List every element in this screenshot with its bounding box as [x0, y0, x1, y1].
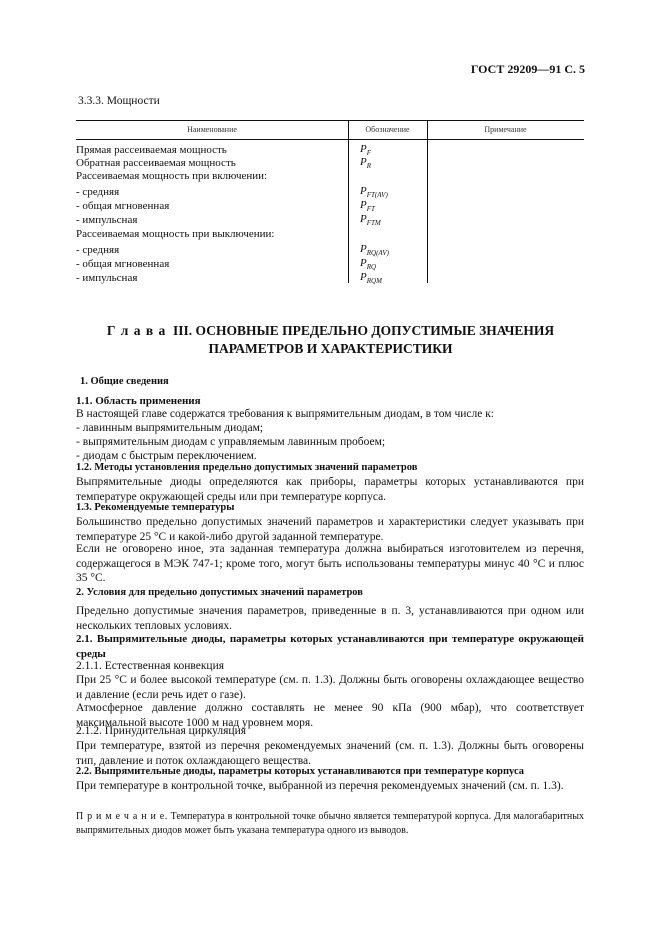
- heading-1-3: 1.3. Рекомендуемые температуры: [76, 502, 235, 513]
- heading-2-2: 2.2. Выпрямительные диоды, параметры которых устанавливаются при температуре корпуса: [76, 766, 524, 777]
- table-header-name: Наименование: [187, 125, 237, 134]
- symbol-subscript: FT(AV): [366, 191, 388, 200]
- chapter-title-line1: III. ОСНОВНЫЕ ПРЕДЕЛЬНО ДОПУСТИМЫЕ ЗНАЧЕНИЯ: [173, 323, 555, 338]
- para-1-2: Выпрямительные диоды определяются как приборы, параметры которых устанавливаются при температуре окружающей среды или при температуре корпуса.: [76, 476, 584, 503]
- symbol-subscript: FTM: [366, 219, 381, 228]
- page-header: ГОСТ 29209—91 С. 5: [470, 62, 585, 76]
- section-heading-333: 3.3.3. Мощности: [78, 95, 160, 107]
- table-row-name: - общая мгновенная: [76, 200, 170, 212]
- symbol-subscript: RQ: [366, 263, 377, 272]
- heading-1: 1. Общие сведения: [80, 376, 169, 387]
- para-2-2: При температуре в контрольной точке, выбранной из перечня рекомендуемых значений (см. п. 1.3).: [76, 780, 564, 792]
- table-row-name: - средняя: [76, 186, 120, 198]
- list-item: - лавинным выпрямительным диодам;: [76, 422, 264, 434]
- table-row-name: - общая мгновенная: [76, 258, 170, 270]
- para-2-1-1-b: Атмосферное давление должно составлять не менее 90 кПа (900 мбар), что соответствует максимальной высоте 1000 м над уровнем моря.: [76, 702, 584, 729]
- note-text: Температура в контрольной точке обычно является температурой корпуса. Для малогабаритных выпрямительных диодов может быть указана температура одного из выводов.: [76, 811, 584, 836]
- table-row-name: - средняя: [76, 244, 120, 256]
- symbol-subscript: RQ(AV): [366, 249, 389, 258]
- table-row-name: - импульсная: [76, 214, 138, 226]
- heading-2-1-2: 2.1.2. Принудительная циркуляция: [76, 725, 247, 737]
- para-2: Предельно допустимые значения параметров, приведенные в п. 3, устанавливаются при одном или нескольких тепловых условиях.: [76, 605, 584, 632]
- table-row-symbol: [360, 213, 381, 227]
- table-row-symbol: [360, 156, 371, 170]
- symbol-subscript: F: [366, 149, 372, 158]
- heading-2: 2. Условия для предельно допустимых значений параметров: [76, 587, 363, 598]
- table-row-symbol: [360, 257, 376, 271]
- symbol-letter: P: [360, 185, 367, 197]
- symbol-letter: P: [360, 271, 367, 283]
- heading-2-1: 2.1. Выпрямительные диоды, параметры которых устанавливаются при температуре окружающей среды: [76, 633, 584, 660]
- symbol-letter: P: [360, 143, 367, 155]
- heading-1-1: 1.1. Область применения: [76, 395, 201, 407]
- heading-2-1-1: 2.1.1. Естественная конвекция: [76, 660, 225, 672]
- table-top-rule: [76, 120, 584, 121]
- table-row-name: Прямая рассеиваемая мощность: [76, 144, 227, 156]
- table-column-divider: [427, 120, 428, 283]
- table-row-symbol: [360, 271, 382, 285]
- para-1-1: В настоящей главе содержатся требования к выпрямительным диодам, в том числе к:: [76, 408, 495, 420]
- table-header-note: Примечание: [484, 125, 527, 134]
- heading-1-2: 1.2. Методы установления предельно допустимых значений параметров: [76, 462, 418, 473]
- table-header-rule: [76, 139, 584, 140]
- symbol-letter: P: [360, 257, 367, 269]
- symbol-subscript: R: [366, 162, 372, 171]
- symbol-letter: P: [360, 213, 367, 225]
- symbol-subscript: FT: [366, 205, 375, 214]
- table-header-symbol: Обозначение: [365, 125, 410, 134]
- symbol-letter: P: [360, 199, 367, 211]
- table-row-symbol: [360, 199, 375, 213]
- table-row-name: Обратная рассеиваемая мощность: [76, 157, 236, 169]
- table-row-symbol: [360, 243, 389, 257]
- symbol-subscript: RQM: [366, 277, 382, 286]
- chapter-prefix: Г л а в а: [106, 323, 167, 338]
- list-item: - диодам с быстрым переключением.: [76, 450, 257, 462]
- para-2-1-1-a: При 25 °С и более высокой температуре (см. п. 1.3). Должны быть оговорены охлаждающее вещество и давление (если речь идет о газе).: [76, 674, 584, 701]
- symbol-letter: P: [360, 243, 367, 255]
- chapter-title-line2: ПАРАМЕТРОВ И ХАРАКТЕРИСТИКИ: [208, 341, 453, 356]
- symbol-letter: P: [360, 156, 367, 168]
- chapter-title: [78, 322, 583, 358]
- para-2-1-2: При температуре, взятой из перечня рекомендуемых значений (см. п. 1.3). Должны быть оговорены тип, давление и поток охлаждающего вещества.: [76, 740, 584, 767]
- note-label: П р и м е ч а н и е.: [76, 811, 168, 822]
- table-row-name: Рассеиваемая мощность при включении:: [76, 170, 268, 182]
- list-item: - выпрямительным диодам с управляемым лавинным пробоем;: [76, 436, 386, 448]
- table-row-name: - импульсная: [76, 272, 138, 284]
- para-1-3-b: Если не оговорено иное, эта заданная температура должна выбираться изготовителем из перечня, содержащегося в МЭК 747-1; кроме того, могут быть использованы температуры минус 40 °С и плюс 35 °С.: [76, 543, 584, 585]
- note: [76, 810, 584, 838]
- para-1-3-a: Большинство предельно допустимых значений параметров и характеристики следует указывать при температуре 25 °С и какой-либо другой заданной температуре.: [76, 516, 584, 543]
- table-row-name: Рассеиваемая мощность при выключении:: [76, 228, 275, 240]
- table-row-symbol: [360, 185, 388, 199]
- table-column-divider: [348, 120, 349, 283]
